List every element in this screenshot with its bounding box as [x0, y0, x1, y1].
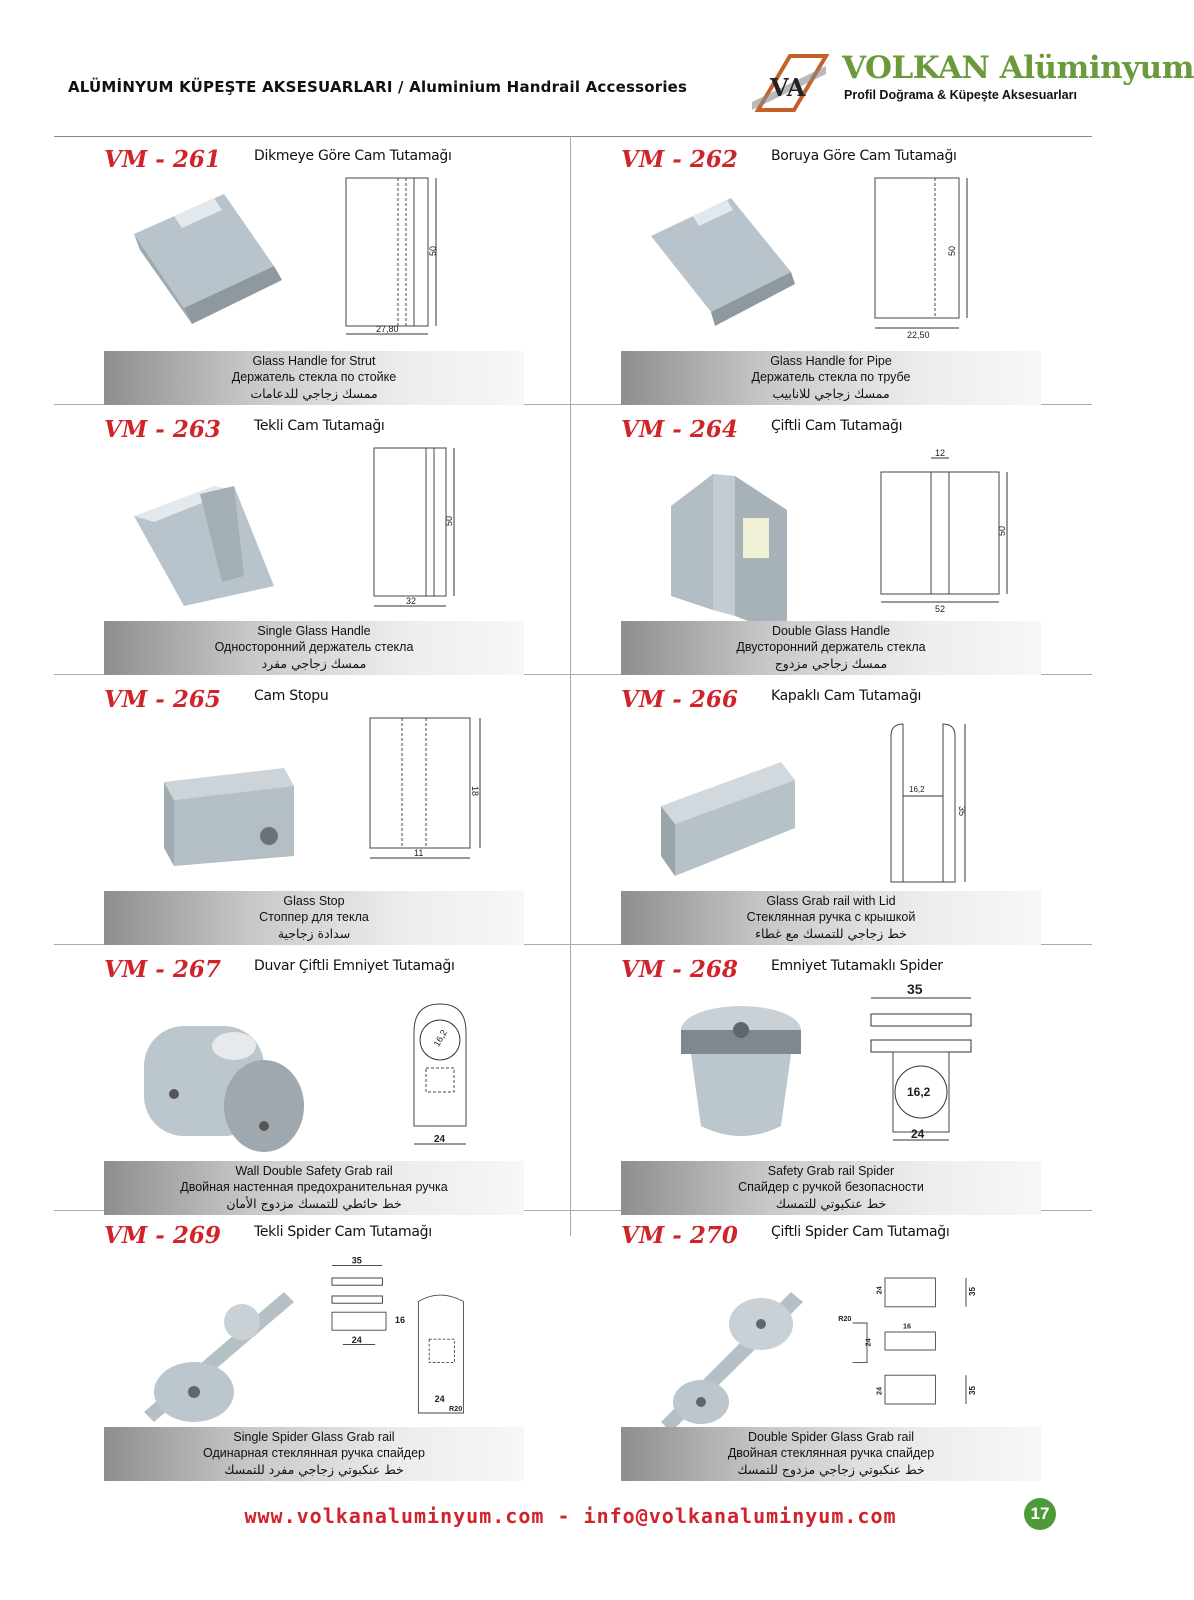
caption-ru: Односторонний держатель стекла — [214, 640, 414, 654]
product-photo — [631, 1252, 831, 1412]
product-caption — [621, 1427, 1041, 1481]
product-photo — [114, 716, 314, 876]
product-code: VM - 264 — [621, 416, 738, 443]
product-name-tr: Emniyet Tutamaklı Spider — [771, 958, 943, 974]
product-caption — [621, 621, 1041, 675]
caption-ar: خط عنكبوتي زجاجي مزدوج للتمسك — [737, 1462, 925, 1477]
caption-en: Glass Handle for Pipe — [770, 354, 892, 368]
product-card-vm-263 — [54, 406, 570, 676]
caption-en: Glass Grab rail with Lid — [766, 894, 896, 908]
product-caption — [104, 1161, 524, 1215]
dim-center: 16 — [903, 1321, 911, 1331]
logo-mark-icon — [748, 52, 834, 114]
product-code: VM - 268 — [621, 956, 738, 983]
footer-contact[interactable]: www.volkanaluminyum.com - info@volkanaluminyum.com — [244, 1504, 897, 1528]
product-caption — [104, 621, 524, 675]
logo-name: VOLKAN Alüminyum — [842, 50, 1194, 86]
logo-subtitle: Profil Doğrama & Küpeşte Aksesuarları — [844, 88, 1077, 102]
brand-logo — [748, 46, 1194, 116]
product-code: VM - 263 — [104, 416, 221, 443]
caption-ar: خط عنكبوتي زجاجي مفرد للتمسك — [224, 1462, 404, 1477]
technical-drawing — [831, 1242, 1011, 1422]
dim-height: 50 — [444, 515, 454, 526]
product-photo — [631, 446, 831, 606]
caption-ar: خط زجاجي للتمسك مع غطاء — [755, 926, 907, 941]
product-card-vm-267 — [54, 946, 570, 1216]
caption-ru: Спайдер с ручкой безопасности — [738, 1180, 924, 1194]
technical-drawing — [831, 706, 1011, 886]
product-name-tr: Kapaklı Cam Tutamağı — [771, 688, 922, 704]
caption-en: Glass Handle for Strut — [252, 354, 376, 368]
caption-ar: خط حائطي للتمسك مزدوج الأمان — [226, 1196, 402, 1211]
dim-bottom-arm: 24 — [874, 1387, 884, 1395]
caption-en: Wall Double Safety Grab rail — [235, 1164, 393, 1178]
caption-en: Single Glass Handle — [257, 624, 371, 638]
dim-bore: 16,2 — [907, 1085, 931, 1099]
product-card-vm-266 — [571, 676, 1087, 946]
caption-ar: سدادة زجاجية — [277, 926, 351, 941]
product-card-vm-262 — [571, 136, 1087, 406]
caption-en: Single Spider Glass Grab rail — [233, 1430, 395, 1444]
caption-ru: Одинарная стеклянная ручка спайдер — [203, 1446, 425, 1460]
dim-mid: 24 — [863, 1338, 873, 1347]
dim-height: 50 — [947, 245, 957, 256]
product-code: VM - 269 — [104, 1222, 221, 1249]
page-header-title: ALÜMİNYUM KÜPEŞTE AKSESUARLARI / Aluminium Handrail Accessories — [68, 78, 688, 96]
product-caption — [621, 1161, 1041, 1215]
product-caption — [104, 351, 524, 405]
caption-ar: ممسك زجاجي للانابيب — [772, 386, 890, 401]
product-card-vm-264 — [571, 406, 1087, 676]
caption-ru: Стеклянная ручка с крышкой — [746, 910, 916, 924]
dim-width: 22,50 — [907, 330, 930, 340]
product-card-vm-269 — [54, 1212, 570, 1482]
product-name-tr: Tekli Spider Cam Tutamağı — [254, 1224, 432, 1240]
technical-drawing — [314, 1242, 494, 1422]
caption-en: Double Glass Handle — [771, 624, 891, 638]
product-code: VM - 265 — [104, 686, 221, 713]
page-number-badge: 17 — [1024, 1498, 1056, 1530]
caption-ar: ممسك زجاجي مفرد — [261, 656, 367, 671]
dim-inner: 16,2 — [909, 785, 925, 794]
technical-drawing — [831, 976, 1011, 1156]
product-caption — [104, 891, 524, 945]
dim-width: 35 — [907, 981, 923, 997]
product-photo — [631, 986, 831, 1146]
dim-width: 52 — [935, 604, 946, 614]
dim-radius: R20 — [449, 1404, 463, 1414]
product-code: VM - 266 — [621, 686, 738, 713]
dim-bore: 16,2 — [431, 1028, 449, 1049]
dim-height: 50 — [997, 525, 1007, 536]
product-photo — [114, 446, 314, 606]
technical-drawing — [831, 166, 1011, 346]
caption-ar: ممسك زجاجي مزدوج — [774, 656, 888, 671]
dim-width: 11 — [414, 848, 424, 858]
dim-arm: 24 — [351, 1334, 362, 1345]
product-card-vm-270 — [571, 1212, 1087, 1482]
caption-ru: Стоппер для текла — [259, 910, 369, 924]
product-name-tr: Çiftli Spider Cam Tutamağı — [771, 1224, 950, 1240]
caption-ru: Двойная стеклянная ручка спайдер — [727, 1446, 935, 1460]
caption-ru: Двусторонний держатель стекла — [736, 640, 926, 654]
caption-ar: ممسك زجاجي للدعامات — [250, 386, 378, 401]
dim-width: 24 — [434, 1134, 446, 1145]
technical-drawing — [314, 166, 494, 346]
product-name-tr: Çiftli Cam Tutamağı — [771, 418, 903, 434]
product-code: VM - 261 — [104, 146, 221, 173]
product-caption — [104, 1427, 524, 1481]
dim-height: 18 — [470, 786, 480, 797]
caption-ru: Держатель стекла по трубе — [751, 370, 911, 384]
product-code: VM - 270 — [621, 1222, 738, 1249]
dim-body: 24 — [911, 1127, 925, 1141]
dim-height: 50 — [428, 245, 438, 256]
product-name-tr: Duvar Çiftli Emniyet Tutamağı — [254, 958, 455, 974]
product-caption — [621, 351, 1041, 405]
technical-drawing — [831, 436, 1011, 616]
dim-height: 16 — [395, 1315, 406, 1325]
svg-text:VA: VA — [770, 73, 806, 102]
product-photo — [631, 176, 831, 336]
caption-en: Safety Grab rail Spider — [767, 1164, 895, 1178]
dim-width: 35 — [351, 1255, 362, 1266]
product-card-vm-265 — [54, 676, 570, 946]
product-name-tr: Boruya Göre Cam Tutamağı — [771, 148, 957, 164]
dim-bottom-width: 35 — [968, 1386, 977, 1395]
product-caption — [621, 891, 1041, 945]
product-code: VM - 267 — [104, 956, 221, 983]
product-card-vm-261 — [54, 136, 570, 406]
product-card-vm-268 — [571, 946, 1087, 1216]
product-photo — [114, 1252, 314, 1412]
caption-ru: Держатель стекла по стойке — [231, 370, 397, 384]
dim-width: 32 — [406, 596, 417, 606]
technical-drawing — [314, 436, 494, 616]
dim-top-width: 35 — [968, 1287, 977, 1296]
product-photo — [114, 176, 314, 336]
caption-ar: خط عنكبوتي للتمسك — [775, 1196, 887, 1211]
product-code: VM - 262 — [621, 146, 738, 173]
dim-height: 35 — [957, 806, 967, 817]
caption-en: Double Spider Glass Grab rail — [747, 1430, 915, 1444]
product-name-tr: Cam Stopu — [254, 688, 329, 704]
dim-radius: R20 — [838, 1314, 852, 1324]
dim-slot: 12 — [935, 448, 946, 458]
dim-width: 27,80 — [376, 324, 399, 334]
technical-drawing — [314, 706, 494, 886]
product-name-tr: Dikmeye Göre Cam Tutamağı — [254, 148, 452, 164]
dim-body: 24 — [434, 1394, 445, 1405]
caption-en: Glass Stop — [283, 894, 345, 908]
product-photo — [114, 986, 314, 1146]
caption-ru: Двойная настенная предохранительная ручка — [180, 1180, 448, 1194]
product-name-tr: Tekli Cam Tutamağı — [254, 418, 385, 434]
dim-top-arm: 24 — [874, 1286, 884, 1295]
product-photo — [631, 716, 831, 876]
technical-drawing — [314, 976, 494, 1156]
